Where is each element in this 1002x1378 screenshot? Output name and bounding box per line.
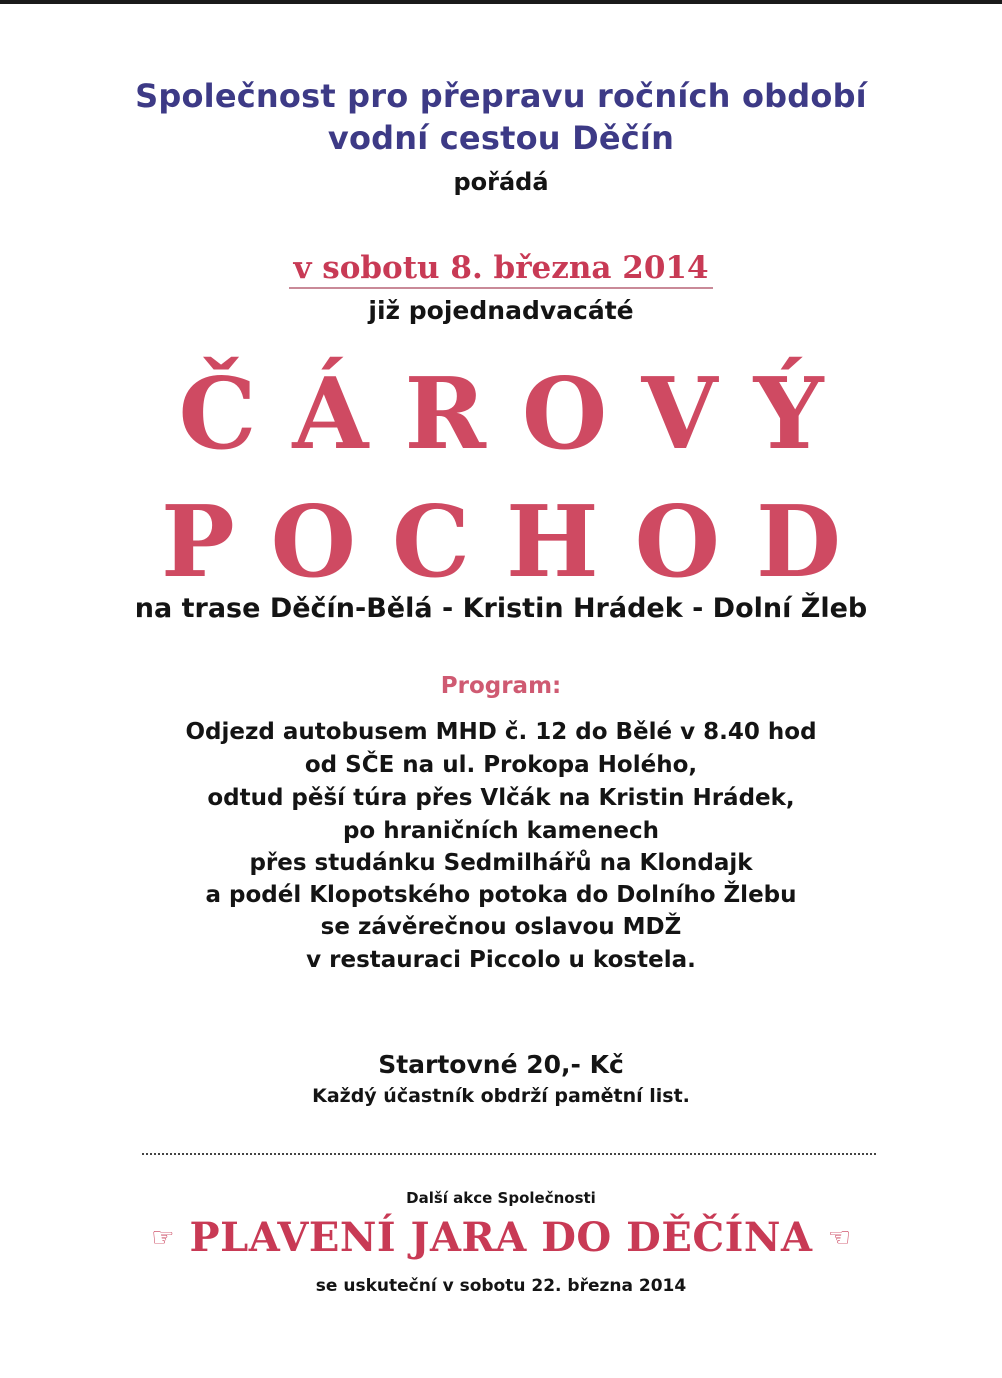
event-date: v sobotu 8. března 2014 (289, 252, 712, 289)
program-line: v restauraci Piccolo u kostela. (306, 947, 696, 973)
participant-note: Každý účastník obdrží pamětní list. (312, 1085, 690, 1107)
event-title-line-1: ČÁROVÝ (178, 357, 860, 472)
program-line: od SČE na ul. Prokopa Holého, (304, 752, 698, 778)
next-event-date: se uskuteční v sobotu 22. března 2014 (315, 1276, 687, 1296)
program-label: Program: (440, 673, 562, 699)
next-event-title: PLAVENÍ JARA DO DĚČÍNA (189, 1214, 813, 1261)
program-line: odtud pěší túra přes Vlčák na Kristin Hrádek, (207, 785, 795, 811)
event-route: na trase Děčín-Bělá - Kristin Hrádek - Dolní Žleb (134, 593, 868, 624)
event-edition: již pojednadvacáté (368, 296, 634, 325)
pointing-hand-left-icon: ☜ (827, 1223, 851, 1253)
event-title-line-2: POCHOD (160, 485, 877, 600)
program-line: a podél Klopotského potoka do Dolního Žlebu (205, 882, 797, 908)
next-event-intro: Další akce Společnosti (406, 1189, 596, 1207)
organizer-line-2: vodní cestou Děčín (327, 119, 675, 157)
entry-fee: Startovné 20,- Kč (378, 1050, 624, 1079)
dotted-divider (142, 1153, 876, 1155)
program-line: přes studánku Sedmilhářů na Klondajk (249, 850, 753, 876)
program-line: se závěrečnou oslavou MDŽ (320, 914, 682, 940)
organizer-line-1: Společnost pro přepravu ročních období (135, 77, 867, 115)
pointing-hand-right-icon: ☞ (151, 1223, 175, 1253)
program-line: Odjezd autobusem MHD č. 12 do Bělé v 8.40 hod (185, 719, 817, 745)
organizer-verb: pořádá (453, 168, 549, 196)
event-date-wrapper (0, 252, 1002, 289)
next-event-title-row (0, 1214, 1002, 1261)
program-line: po hraničních kamenech (342, 818, 660, 844)
